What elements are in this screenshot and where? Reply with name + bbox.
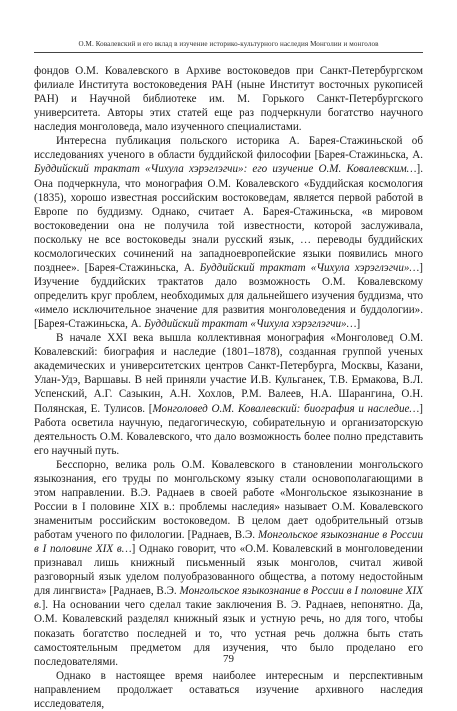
paragraph xyxy=(34,64,423,134)
text-span: ] Работа осветила научную, педагогическую, собирательную и организаторскую деятельность О.М. Ковалевского, что дало возможность более полно представить его научный путь. xyxy=(34,402,423,457)
page-number: 79 xyxy=(223,653,234,665)
citation-title: Буддийский трактат «Чихула хэрэглэгчи»: его изучение О.М. Ковалевским… xyxy=(34,163,417,176)
paragraph xyxy=(34,331,423,458)
text-span: ]. Она подчеркнула, что монография О.М. Ковалевского «Буддийская космология (1835), хорошо известная российским востоковедам, является первой работой в Европе по буддизму. Однако, считает А. Барея-Стажиньска, «в мировом востоковедении она не получила той известности, которой заслуживала, поскольку не все востоковеды знали русский язык, … переводы буддийских космологических сочинений на западноевропейские языки появились много позднее». [Барея-Стажиньска, А. xyxy=(34,163,423,274)
paragraph xyxy=(34,134,423,331)
body-text xyxy=(34,64,423,711)
text-span: ]. На основании чего сделал такие заключения В. Э. Раднаев, непонятно. Да, О.М. Ковалевский разделял книжный язык и устную речь, но для того, чтобы показать богатство последней и то, что устная речь должна быть стать самостоятельным предметом для изучения, что было проделано его последователями. xyxy=(34,599,423,668)
running-head: О.М. Ковалевский и его вклад в изучение историко-культурного наследия Монголии и монголов xyxy=(78,40,379,48)
citation-title: Монголовед О.М. Ковалевский: биография и наследие… xyxy=(152,402,420,415)
citation-title: Монгольское языкознание в России в I половине XIX в… xyxy=(34,529,423,556)
text-span: Интересна публикация польского историка А. Барея-Стажиньской об исследованиях ученого в области буддийской философии [Барея-Стажиньска, А. xyxy=(34,135,423,162)
citation-title: Буддийский трактат «Чихула хэрэглэгчи»… xyxy=(199,261,420,274)
citation-title: Буддийский трактат «Чихула хэрэглэгчи»… xyxy=(144,318,357,331)
text-span: ] Изучение буддийских трактатов дало возможность О.М. Ковалевскому определить круг проблем, необходимых для дальнейшего изучения буддизма, что «имело исключительное значение для развития монголоведения и буддологии». [Барея-Стажиньска, А. xyxy=(34,261,423,331)
text-span: Бесспорно, велика роль О.М. Ковалевского в становлении монгольского языкознания, его труды по монгольскому языку стали основополагающими в этом направлении. В.Э. Раднаев в своей работе «Монгольское языкознание в России в I половине XIX в.: проблемы наследия» называет О.М. Ковалевского знаменитым российским востоковедом. В целом дает одобрительный отзыв работам ученого по филологии. [Раднаев, В.Э. xyxy=(34,458,423,542)
paragraph xyxy=(34,669,423,711)
citation-title: Монгольское языкознание в России в I половине XIX в. xyxy=(34,585,424,612)
header-rule xyxy=(34,52,423,53)
text-span: фондов О.М. Ковалевского в Архиве востоковедов при Санкт-Петербургском филиале Института востоковедения РАН (ныне Институт восточных рукописей РАН) и Научной библиотеке им. М. Горького Санкт-Петербургского университета. Авторы этих статей еще раз подчеркнули богатство научного наследия монголоведа, мало изученного специалистами. xyxy=(34,65,423,134)
text-span: В начале XXI века вышла коллективная монография «Монголовед О.М. Ковалевский: биография и наследие (1801–1878), созданная группой ученых академических и университетских центров Санкт-Петербурга, Москвы, Казани, Улан-Удэ, Варшавы. В ней приняли участие И.В. Кульганек, Т.В. Ермакова, В.Л. Успенский, А.Г. Сазыкин, А.Н. Хохлов, Р.М. Валеев, Н.А. Шарангина, О.Н. Полянская, Е. Тулисов. [ xyxy=(34,332,423,415)
text-span: ] xyxy=(356,318,361,331)
text-span: Однако в настоящее время наиболее интересным и перспективным направлением продолжает оставаться изучение архивного наследия исследователя, xyxy=(34,669,423,710)
paragraph xyxy=(34,458,423,669)
text-span: ] Однако говорит, что «О.М. Ковалевский в монголоведении признавал лишь книжный письменный язык монголов, считал живой разговорный язык уделом полуобразованного общества, а потому недостойным для лингвиста» [Раднаев, В.Э. xyxy=(34,543,423,598)
